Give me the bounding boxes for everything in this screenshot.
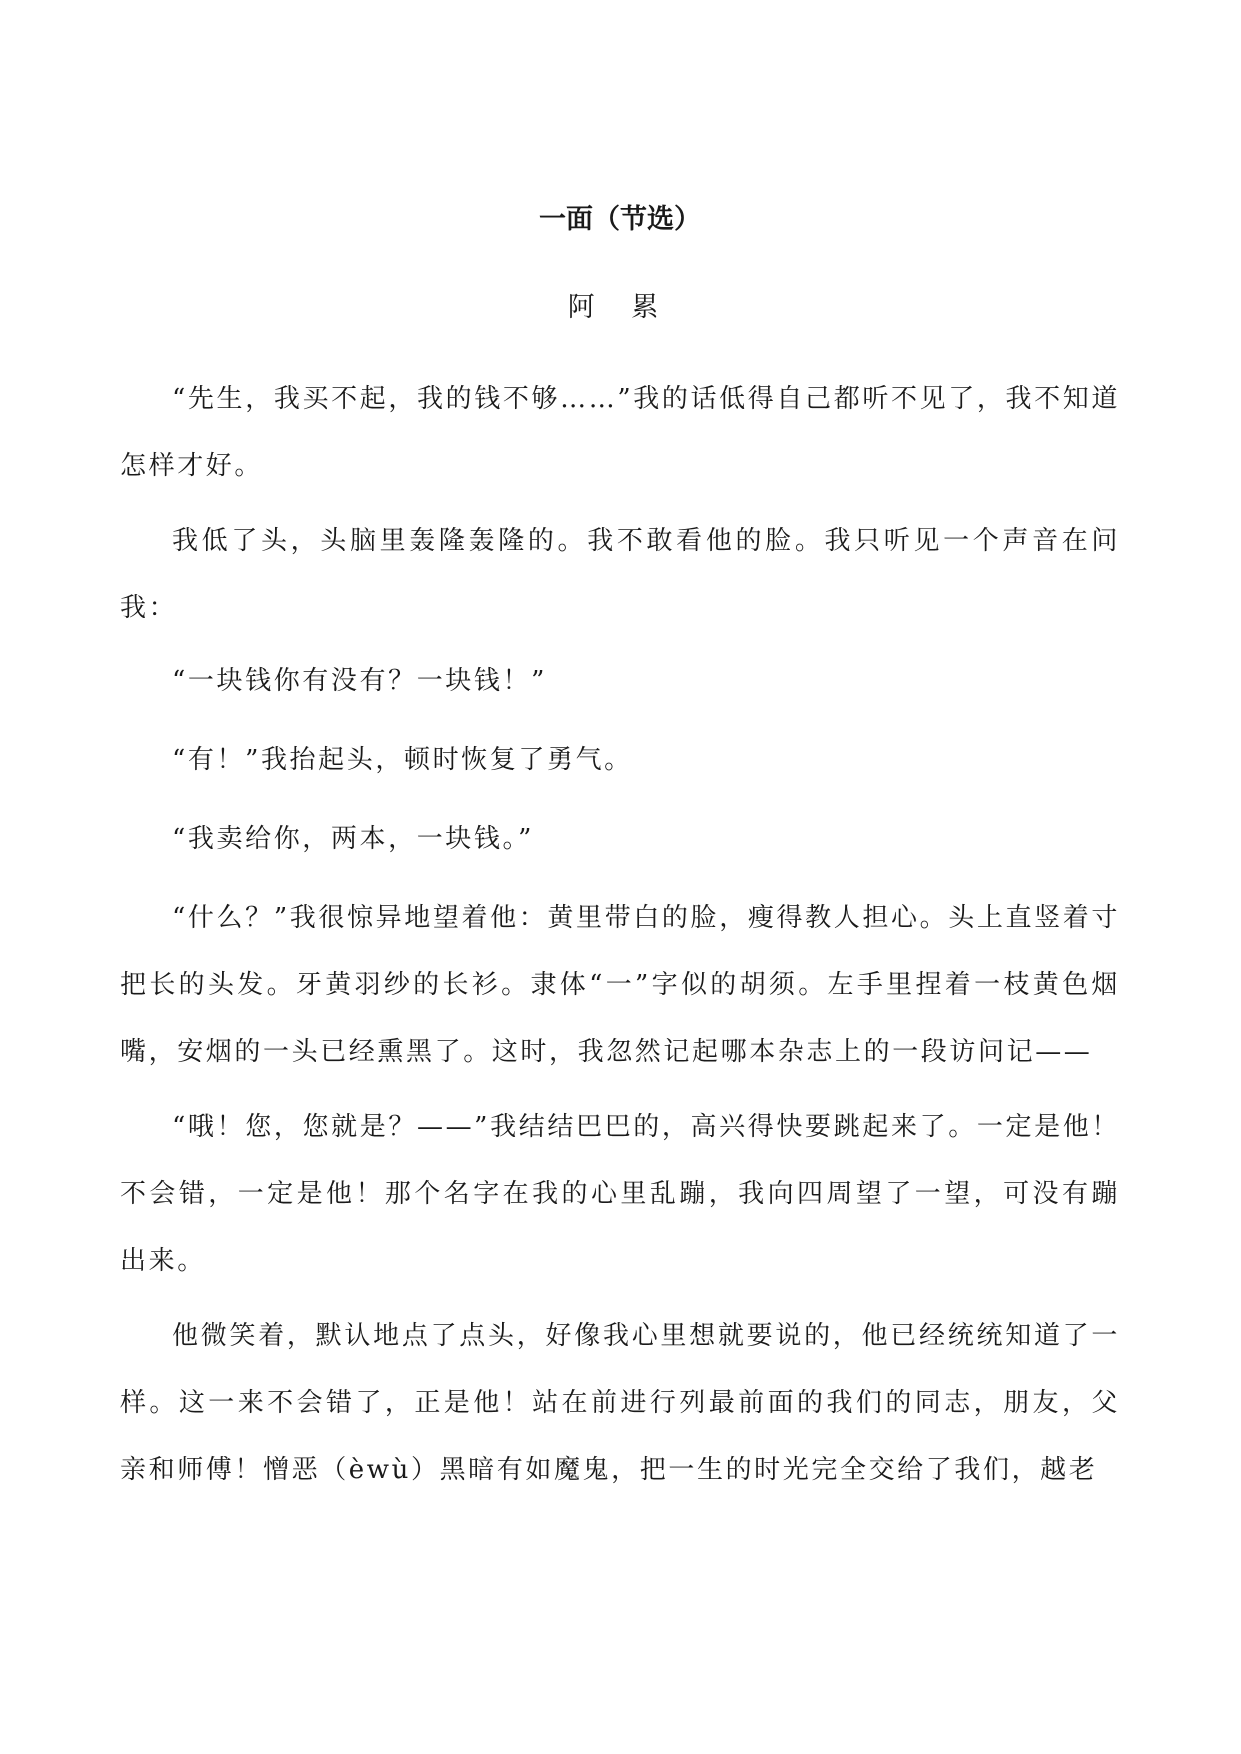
paragraph-4: “有！”我抬起头，顿时恢复了勇气。 — [172, 745, 633, 775]
paragraph-3: “一块钱你有没有？一块钱！” — [172, 666, 547, 696]
paragraph-7: “哦！您，您就是？——”我结结巴巴的，高兴得快要跳起来了。一定是他！不会错，一定是他！那个名字在我的心里乱蹦，我向四周望了一望，可没有蹦出来。 — [120, 1112, 1120, 1276]
paragraph-2: 我低了头，头脑里轰隆轰隆的。我不敢看他的脸。我只听见一个声音在问我： — [120, 526, 1120, 623]
paragraph-6: “什么？”我很惊异地望着他：黄里带白的脸，瘦得教人担心。头上直竖着寸把长的头发。牙黄羽纱的长衫。隶体“一”字似的胡须。左手里捏着一枝黄色烟嘴，安烟的一头已经熏黑了。这时，我忽然记起哪本杂志上的一段访问记—— — [120, 903, 1120, 1067]
paragraph-1: “先生，我买不起，我的钱不够……”我的话低得自己都听不见了，我不知道怎样才好。 — [120, 384, 1120, 481]
paragraph-5: “我卖给你，两本，一块钱。” — [172, 824, 534, 854]
document-page — [120, 0, 1120, 1754]
document-body — [120, 366, 1120, 1504]
document-author: 阿 累 — [567, 292, 673, 323]
paragraph-8: 他微笑着，默认地点了点头，好像我心里想就要说的，他已经统统知道了一样。这一来不会错了，正是他！站在前进行列最前面的我们的同志，朋友，父亲和师傅！憎恶（èwù）黑暗有如魔鬼，把一生的时光完全交给了我们，越老 — [120, 1321, 1120, 1485]
document-title: 一面（节选） — [539, 204, 701, 235]
